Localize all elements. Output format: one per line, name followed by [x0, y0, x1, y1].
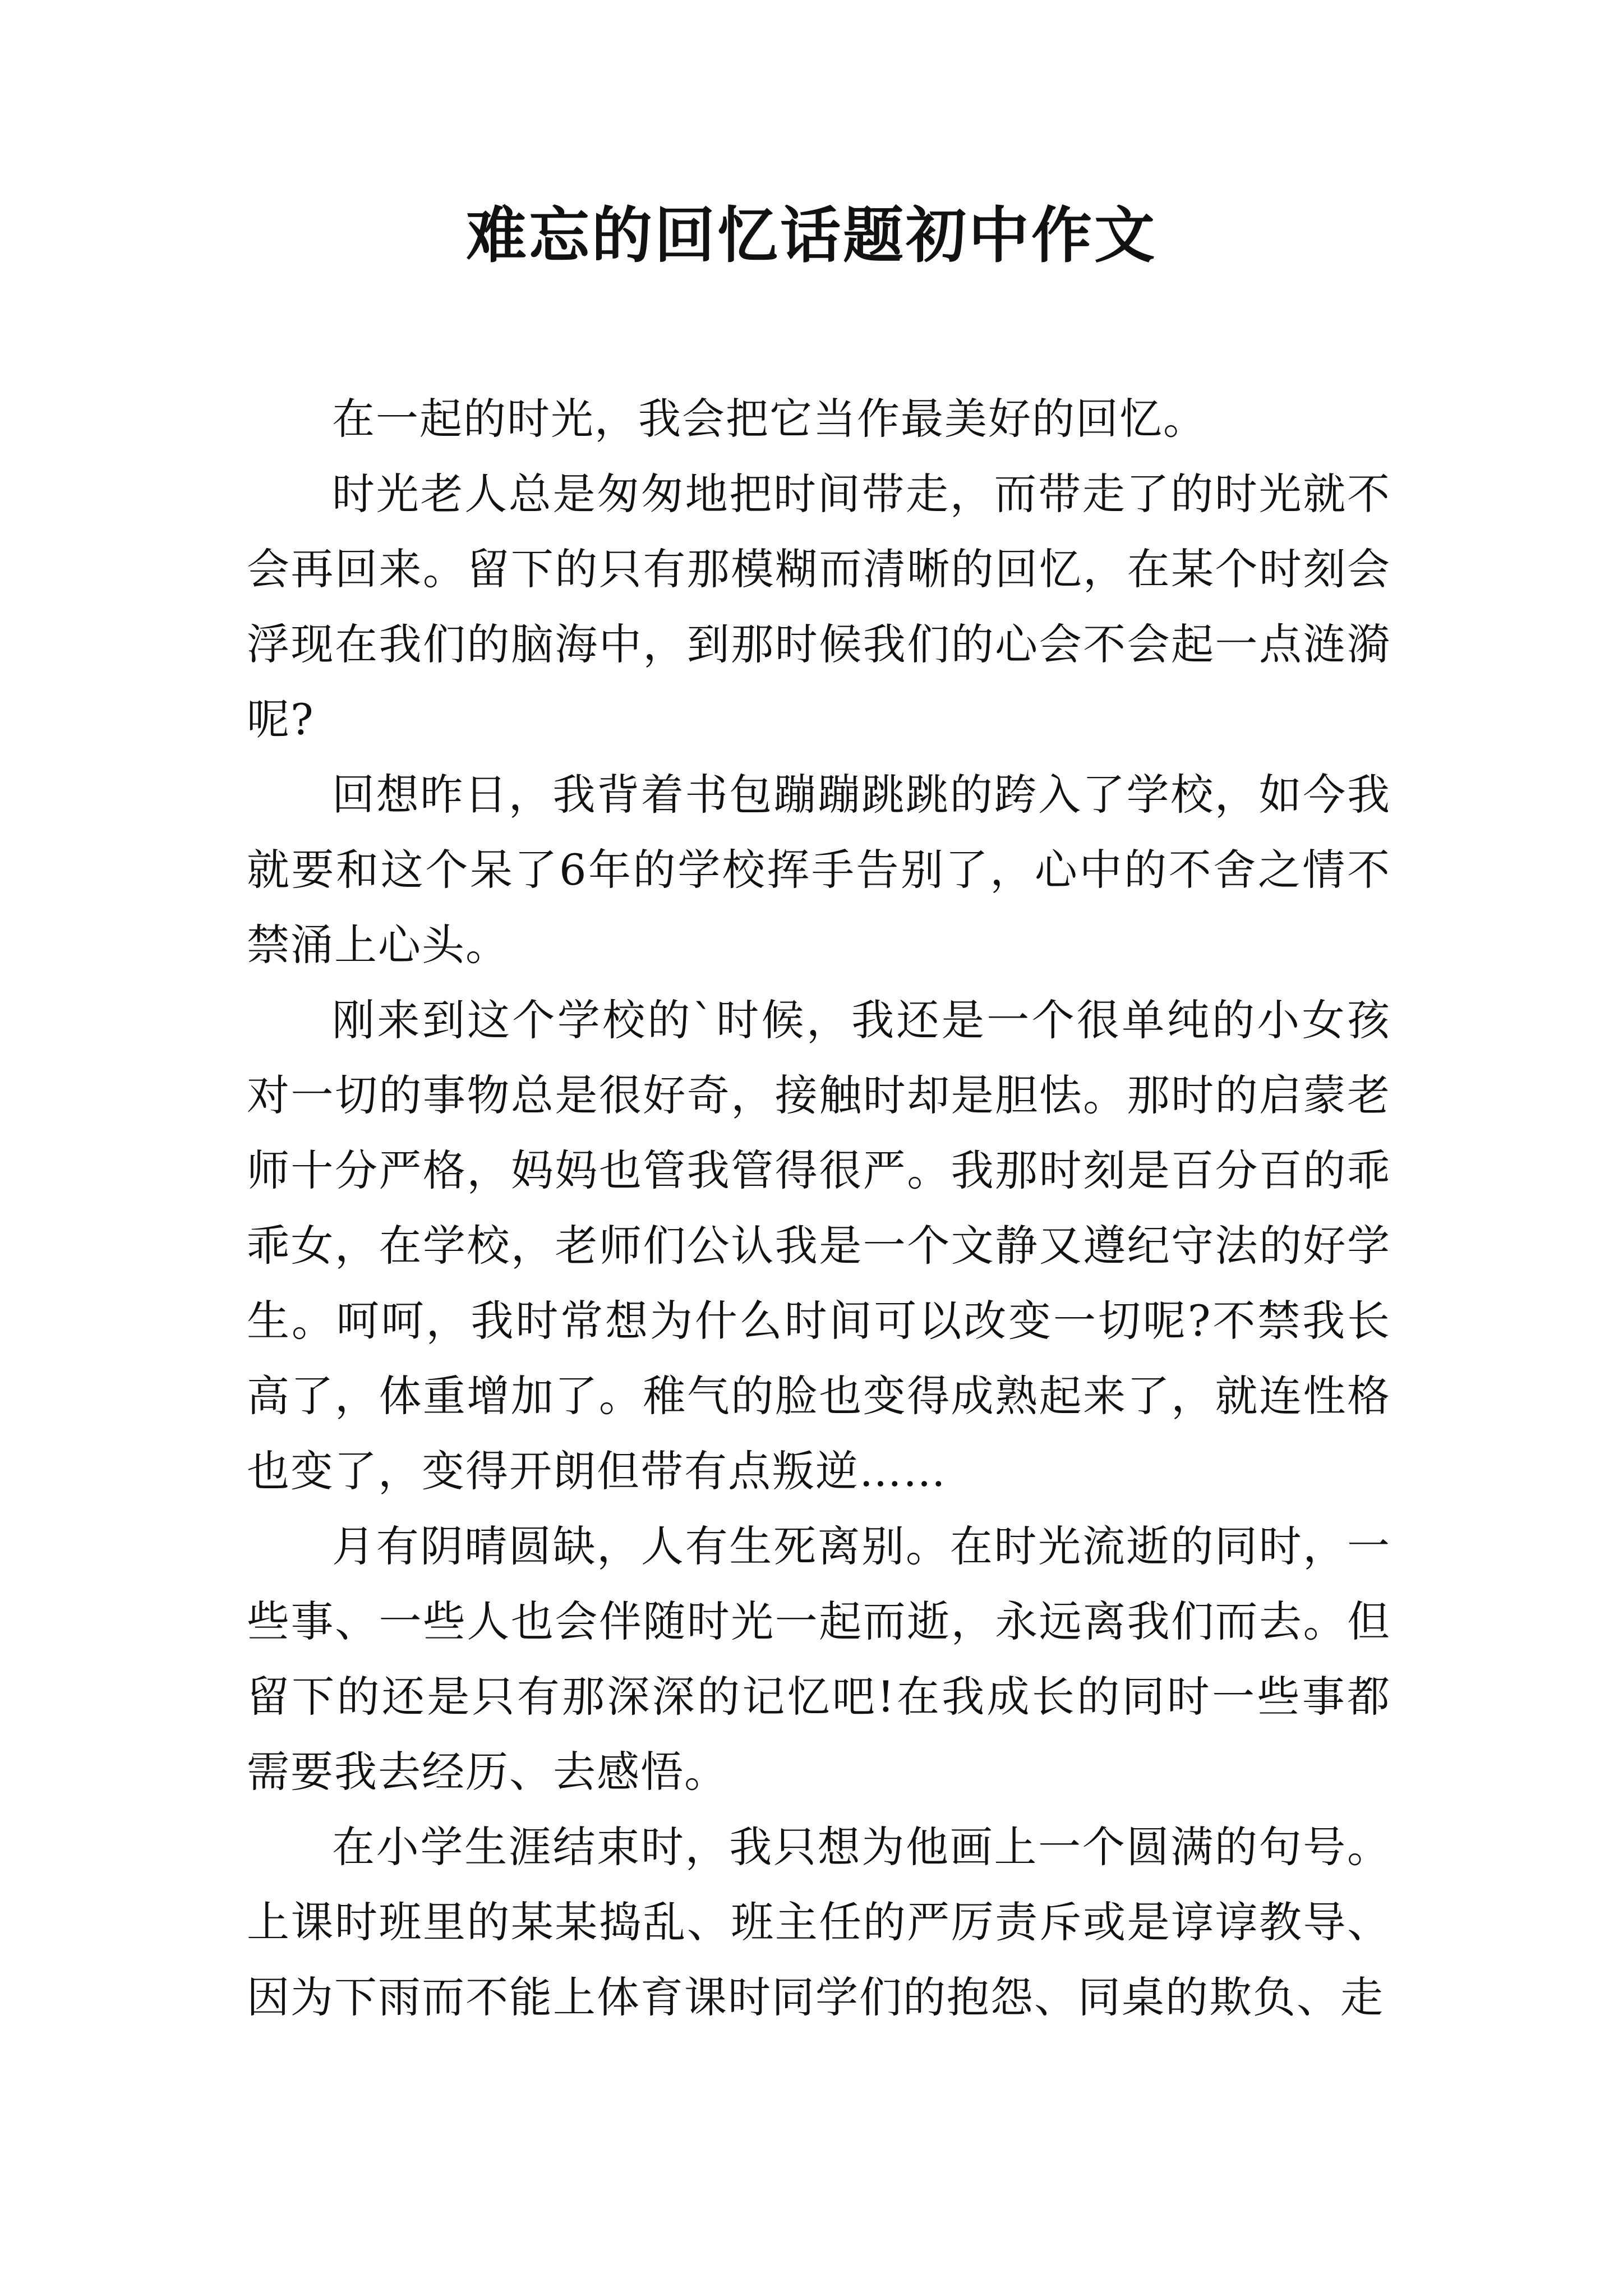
paragraph-4: 刚来到这个学校的`时候，我还是一个很单纯的小女孩对一切的事物总是很好奇，接触时却是胆怯。那时的启蒙老师十分严格，妈妈也管我管得很严。我那时刻是百分百的乖乖女，在学校，老师们公认我是一个文静又遵纪守法的好学生。呵呵，我时常想为什么时间可以改变一切呢?不禁我长高了，体重增加了。稚气的脸也变得成熟起来了，就连性格也变了，变得开朗但带有点叛逆…… [247, 995, 1391, 1496]
paragraph-6: 在小学生涯结束时，我只想为他画上一个圆满的句号。上课时班里的某某捣乱、班主任的严厉责斥或是谆谆教导、因为下雨而不能上体育课时同学们的抱怨、同桌的欺负、走 [247, 1822, 1391, 2022]
document-body [247, 381, 1391, 2035]
paragraph-2: 时光老人总是匆匆地把时间带走，而带走了的时光就不会再回来。留下的只有那模糊而清晰的回忆，在某个时刻会浮现在我们的脑海中，到那时候我们的心会不会起一点涟漪呢? [247, 469, 1391, 744]
paragraph-3: 回想昨日，我背着书包蹦蹦跳跳的跨入了学校，如今我就要和这个呆了6年的学校挥手告别了，心中的不舍之情不禁涌上心头。 [247, 770, 1391, 970]
paragraph-1: 在一起的时光，我会把它当作最美好的回忆。 [332, 394, 1207, 444]
paragraph-5: 月有阴晴圆缺，人有生死离别。在时光流逝的同时，一些事、一些人也会伴随时光一起而逝，永远离我们而去。但留下的还是只有那深深的记忆吧!在我成长的同时一些事都需要我去经历、去感悟。 [247, 1521, 1391, 1797]
document-title: 难忘的回忆话题初中作文 [465, 200, 1157, 271]
